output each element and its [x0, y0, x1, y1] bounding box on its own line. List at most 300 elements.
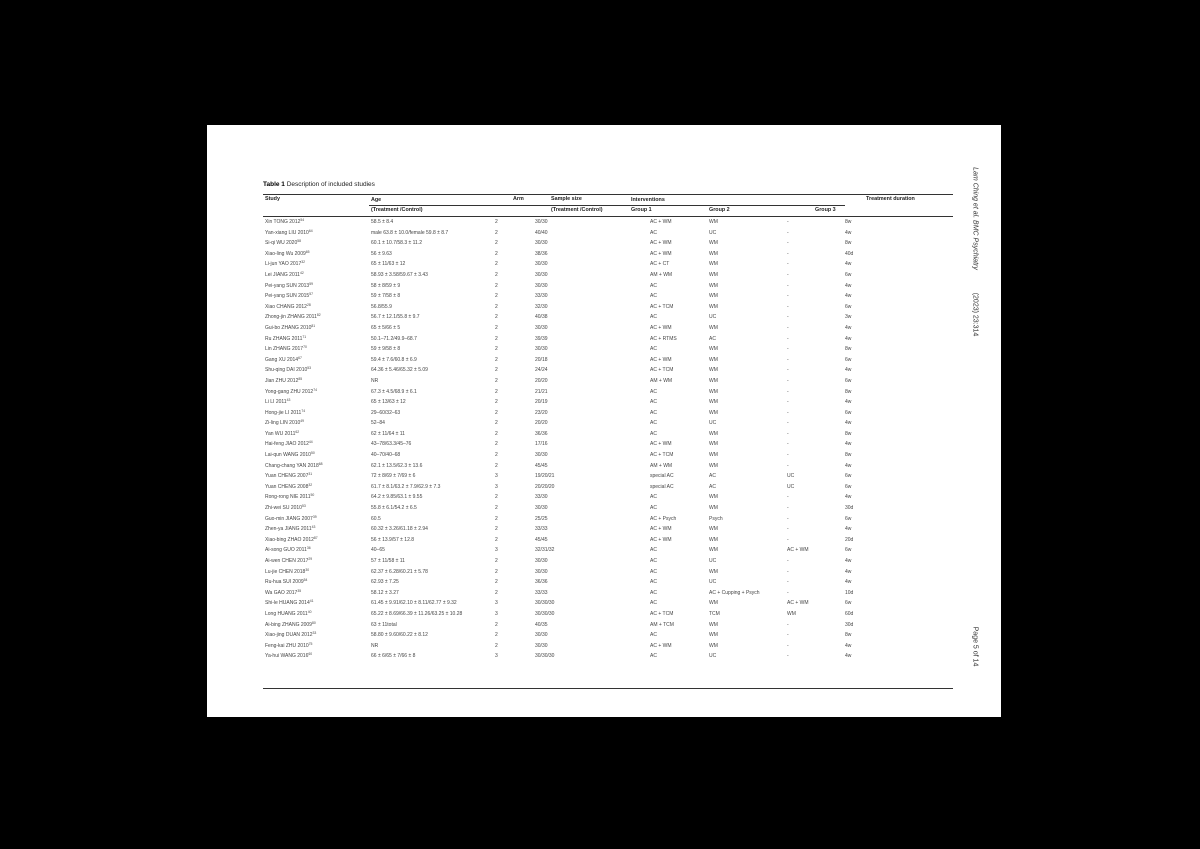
- cell-duration: 30d: [845, 621, 854, 628]
- cell-group1: AC: [650, 388, 657, 395]
- cell-duration: 4w: [845, 399, 852, 406]
- cell-duration: 3w: [845, 314, 852, 321]
- cell-group2: UC: [709, 314, 717, 321]
- table-caption: [263, 181, 375, 188]
- cell-age: 72 ± 8/69 ± 7/69 ± 6: [371, 473, 416, 480]
- cell-group2: WM: [709, 547, 718, 554]
- cell-sample-size: 30/30/30: [535, 610, 555, 617]
- table-row: [263, 429, 953, 440]
- table-row: [263, 344, 953, 355]
- cell-age: 60.1 ± 10.7/58.3 ± 11.2: [371, 240, 422, 247]
- reference-number: 53: [301, 504, 306, 509]
- cell-age: 40–65: [371, 547, 385, 554]
- cell-study: [265, 473, 312, 479]
- cell-age: 58.12 ± 3.27: [371, 589, 399, 596]
- cell-group1: AC + WM: [650, 642, 672, 649]
- cell-group3: -: [787, 335, 789, 342]
- cell-group2: WM: [709, 377, 718, 384]
- cell-sample-size: 30/30: [535, 452, 548, 459]
- cell-arm: 2: [495, 271, 498, 278]
- cell-group2: WM: [709, 632, 718, 639]
- cell-arm: 2: [495, 579, 498, 586]
- table-row: [263, 217, 953, 228]
- cell-sample-size: 30/30/30: [535, 600, 555, 607]
- cell-age: 56 ± 9.63: [371, 250, 392, 257]
- cell-group1: AC: [650, 589, 657, 596]
- cell-age: 59.4 ± 7.6/60.8 ± 6.9: [371, 356, 417, 363]
- cell-group1: AC + TCM: [650, 610, 674, 617]
- table-row: [263, 482, 953, 493]
- cell-sample-size: 21/21: [535, 388, 548, 395]
- cell-group1: AM + WM: [650, 377, 673, 384]
- cell-arm: 2: [495, 409, 498, 416]
- cell-study: [265, 346, 307, 352]
- study-name: Si-qi WU 2020: [265, 240, 298, 247]
- study-name: Long HUANG 2011: [265, 610, 308, 617]
- cell-sample-size: 25/25: [535, 515, 548, 522]
- reference-number: 67: [298, 355, 302, 360]
- cell-duration: 4w: [845, 462, 852, 469]
- cell-study: [265, 410, 305, 416]
- study-name: Yuan CHENG 2007: [265, 473, 309, 480]
- header-sample-sub: (Treatment /Control): [551, 207, 603, 213]
- cell-group2: WM: [709, 505, 718, 512]
- study-name: Lei JIANG 2011: [265, 271, 300, 278]
- cell-age: 66 ± 6/65 ± 7/66 ± 8: [371, 653, 416, 660]
- cell-group2: WM: [709, 388, 718, 395]
- study-name: Xiao-ling Wu 2009: [265, 250, 306, 257]
- cell-arm: 2: [495, 526, 498, 533]
- cell-study: [265, 389, 317, 395]
- reference-number: 57: [309, 292, 313, 297]
- cell-age: 62.1 ± 13.5/62.3 ± 13.6: [371, 462, 423, 469]
- cell-arm: 2: [495, 589, 498, 596]
- study-name: Hong-jie LI 2011: [265, 409, 302, 416]
- cell-group3: -: [787, 271, 789, 278]
- cell-duration: 4w: [845, 494, 852, 501]
- cell-group2: UC: [709, 558, 717, 564]
- cell-group1: AM + WM: [650, 462, 673, 469]
- cell-sample-size: 30/30: [535, 558, 548, 564]
- cell-group1: AC + WM: [650, 356, 672, 363]
- cell-arm: 2: [495, 314, 498, 321]
- cell-study: [265, 336, 306, 342]
- study-name: Hai-feng JIAO 2012: [265, 441, 309, 448]
- cell-arm: 3: [495, 473, 498, 480]
- study-name: Shi-le HUANG 2014: [265, 600, 310, 607]
- reference-number: 39: [312, 514, 317, 519]
- cell-sample-size: 45/45: [535, 536, 548, 543]
- cell-study: [265, 611, 312, 617]
- cell-study: [265, 272, 304, 278]
- cell-group1: AC + WM: [650, 441, 672, 448]
- study-name: Ai-wen CHEN 2017: [265, 558, 309, 564]
- study-name: Zhong-jin ZHANG 2011: [265, 314, 317, 321]
- cell-study: [265, 569, 309, 575]
- cell-study: [265, 547, 311, 553]
- cell-sample-size: 30/30: [535, 261, 548, 268]
- cell-group1: AC: [650, 399, 657, 406]
- cell-duration: 6w: [845, 547, 852, 554]
- cell-group3: -: [787, 420, 789, 427]
- cell-group2: UC: [709, 653, 717, 660]
- cell-group1: AC: [650, 494, 657, 501]
- cell-group3: -: [787, 515, 789, 522]
- cell-study: [265, 420, 304, 426]
- cell-age: 60.32 ± 3.26/61.18 ± 2.94: [371, 526, 428, 533]
- cell-arm: 2: [495, 462, 498, 469]
- cell-sample-size: 32/30: [535, 303, 548, 310]
- reference-number: 58: [297, 239, 302, 244]
- reference-number: 33: [312, 631, 317, 636]
- reference-number: 41: [309, 599, 314, 604]
- table-row: [263, 535, 953, 546]
- cell-sample-size: 30/30: [535, 219, 548, 225]
- cell-age: 58 ± 8/59 ± 9: [371, 282, 401, 289]
- table-row: [263, 577, 953, 588]
- cell-study: [265, 537, 318, 543]
- table-row: [263, 291, 953, 302]
- table-row: [263, 302, 953, 313]
- reference-number: 32: [308, 482, 313, 487]
- cell-group3: -: [787, 240, 789, 247]
- cell-duration: 4w: [845, 229, 852, 236]
- cell-arm: 2: [495, 240, 498, 247]
- header-group1: Group 1: [631, 207, 652, 213]
- cell-age: NR: [371, 377, 379, 384]
- study-name: Lu-jie CHEN 2018: [265, 568, 306, 575]
- study-name: Xiao CHANG 2012: [265, 303, 307, 310]
- cell-study: [265, 505, 306, 511]
- cell-duration: 6w: [845, 271, 852, 278]
- cell-study: [265, 494, 314, 500]
- cell-study: [265, 590, 301, 596]
- cell-group3: -: [787, 579, 789, 586]
- cell-sample-size: 20/20: [535, 420, 548, 427]
- cell-study: [265, 632, 316, 638]
- cell-study: [265, 251, 310, 257]
- reference-number: 28: [306, 302, 311, 307]
- cell-group2: WM: [709, 441, 718, 448]
- reference-number: 43: [286, 398, 291, 403]
- table-row: [263, 270, 953, 281]
- cell-duration: 10d: [845, 589, 854, 596]
- study-name: Xiao-jing DUAN 2012: [265, 632, 313, 639]
- cell-study: [265, 579, 307, 585]
- cell-age: 59 ± 7/58 ± 8: [371, 293, 401, 300]
- study-name: Ru-hua SUI 2009: [265, 579, 304, 586]
- cell-group3: -: [787, 229, 789, 236]
- cell-group2: WM: [709, 430, 718, 437]
- cell-study: [265, 463, 323, 469]
- cell-study: [265, 378, 302, 384]
- study-name: Xin TONG 2012: [265, 219, 301, 225]
- cell-group3: -: [787, 261, 789, 268]
- cell-sample-size: 30/30: [535, 282, 548, 289]
- cell-arm: 2: [495, 494, 498, 501]
- cell-group2: WM: [709, 494, 718, 501]
- cell-sample-size: 20/18: [535, 356, 548, 363]
- cell-group1: AC + TCM: [650, 303, 674, 310]
- cell-age: 65 ± 13/63 ± 12: [371, 399, 406, 406]
- cell-group1: AC: [650, 547, 657, 554]
- cell-group2: WM: [709, 621, 718, 628]
- cell-group1: AC: [650, 632, 657, 639]
- cell-group2: AC + Cupping + Psych: [709, 589, 760, 596]
- reference-number: 74: [301, 408, 306, 413]
- cell-age: 65 ± 5/66 ± 5: [371, 324, 401, 331]
- cell-group3: -: [787, 462, 789, 469]
- cell-age: 61.7 ± 8.1/63.2 ± 7.9/62.9 ± 7.3: [371, 483, 441, 490]
- cell-duration: 4w: [845, 653, 852, 660]
- cell-arm: 2: [495, 282, 498, 289]
- table-row: [263, 514, 953, 525]
- table-row: [263, 567, 953, 578]
- cell-duration: 4w: [845, 420, 852, 427]
- cell-study: [265, 441, 313, 447]
- cell-duration: 8w: [845, 219, 852, 225]
- cell-group1: AC: [650, 505, 657, 512]
- cell-group2: WM: [709, 250, 718, 257]
- reference-number: 60: [308, 652, 313, 657]
- study-name: Li-jun YAO 2017: [265, 261, 302, 268]
- cell-sample-size: 36/36: [535, 579, 548, 586]
- cell-duration: 4w: [845, 558, 852, 564]
- cell-age: 60.5: [371, 515, 381, 522]
- cell-duration: 8w: [845, 240, 852, 247]
- cell-group3: -: [787, 356, 789, 363]
- table-row: [263, 238, 953, 249]
- cell-age: 29–60/32–63: [371, 409, 401, 416]
- cell-arm: 2: [495, 303, 498, 310]
- cell-group2: WM: [709, 399, 718, 406]
- cell-group2: WM: [709, 526, 718, 533]
- cell-group3: -: [787, 526, 789, 533]
- cell-sample-size: 17/16: [535, 441, 548, 448]
- study-name: Chang-chang YAN 2018: [265, 462, 319, 469]
- cell-duration: 4w: [845, 261, 852, 268]
- cell-age: 61.45 ± 9.91/62.10 ± 8.11/62.77 ± 9.32: [371, 600, 457, 607]
- cell-duration: 6w: [845, 515, 852, 522]
- cell-age: 65.22 ± 8.69/66.39 ± 11.26/63.25 ± 10.28: [371, 610, 463, 617]
- cell-arm: 3: [495, 547, 498, 554]
- cell-sample-size: 39/39: [535, 335, 548, 342]
- reference-number: 53: [307, 366, 312, 371]
- cell-arm: 3: [495, 483, 498, 490]
- citation: (2023) 23:314: [971, 292, 979, 337]
- reference-number: 30: [305, 567, 310, 572]
- cell-group2: WM: [709, 409, 718, 416]
- journal-name: Lam Ching et al. BMC Psychiatry: [971, 167, 979, 270]
- cell-duration: 4w: [845, 335, 852, 342]
- cell-group1: AC: [650, 653, 657, 660]
- cell-age: 58.93 ± 3.58/59.67 ± 3.43: [371, 271, 428, 278]
- cell-group2: WM: [709, 452, 718, 459]
- cell-age: 52–84: [371, 420, 385, 427]
- cell-group2: WM: [709, 293, 718, 300]
- cell-duration: 6w: [845, 483, 852, 490]
- cell-group2: WM: [709, 240, 718, 247]
- study-name: Xiao-bing ZHAO 2012: [265, 536, 314, 543]
- cell-group3: -: [787, 293, 789, 300]
- cell-group2: AC: [709, 335, 716, 342]
- table-row: [263, 471, 953, 482]
- cell-sample-size: 45/45: [535, 462, 548, 469]
- cell-study: [265, 431, 299, 437]
- cell-arm: 2: [495, 452, 498, 459]
- cell-arm: 2: [495, 356, 498, 363]
- cell-arm: 2: [495, 632, 498, 639]
- table-row: [263, 598, 953, 609]
- cell-study: [265, 622, 316, 628]
- cell-group3: -: [787, 219, 789, 225]
- cell-study: [265, 558, 312, 564]
- reference-number: 40: [307, 609, 312, 614]
- cell-duration: 4w: [845, 367, 852, 374]
- cell-arm: 2: [495, 250, 498, 257]
- cell-group3: -: [787, 505, 789, 512]
- cell-group1: AM + WM: [650, 271, 673, 278]
- cell-group2: WM: [709, 324, 718, 331]
- cell-group3: WM: [787, 610, 796, 617]
- cell-age: 40–70/40–68: [371, 452, 401, 459]
- cell-group1: AC: [650, 282, 657, 289]
- cell-duration: 4w: [845, 282, 852, 289]
- cell-sample-size: 24/24: [535, 367, 548, 374]
- reference-number: 82: [316, 313, 321, 318]
- table-body: [263, 217, 953, 662]
- cell-group2: WM: [709, 303, 718, 310]
- table-row: [263, 588, 953, 599]
- cell-group2: WM: [709, 568, 718, 575]
- cell-duration: 8w: [845, 452, 852, 459]
- cell-arm: 2: [495, 441, 498, 448]
- cell-duration: 4w: [845, 324, 852, 331]
- study-name: Zhen-ya JIANG 2011: [265, 526, 312, 533]
- cell-group3: -: [787, 536, 789, 543]
- cell-sample-size: 33/33: [535, 526, 548, 533]
- cell-group1: AC + WM: [650, 536, 672, 543]
- reference-number: 50: [310, 451, 315, 456]
- reference-number: 87: [313, 535, 318, 540]
- cell-group1: AM + TCM: [650, 621, 674, 628]
- cell-duration: 6w: [845, 409, 852, 416]
- cell-group3: AC + WM: [787, 600, 809, 607]
- cell-age: male 63.8 ± 10.0/female 59.8 ± 8.7: [371, 229, 449, 236]
- cell-group3: -: [787, 303, 789, 310]
- header-sample-size: Sample size: [551, 196, 582, 202]
- cell-group1: AC: [650, 314, 657, 321]
- cell-sample-size: 30/30/30: [535, 653, 555, 660]
- cell-arm: 2: [495, 219, 498, 225]
- cell-group2: WM: [709, 642, 718, 649]
- table-row: [263, 397, 953, 408]
- cell-group1: AC + WM: [650, 219, 672, 225]
- header-age: Age: [371, 197, 382, 203]
- cell-group3: -: [787, 441, 789, 448]
- cell-arm: 2: [495, 367, 498, 374]
- cell-arm: 2: [495, 335, 498, 342]
- cell-duration: 40d: [845, 250, 854, 257]
- cell-group1: AC: [650, 430, 657, 437]
- cell-group1: AC + RTMS: [650, 335, 677, 342]
- header-interventions: Interventions: [631, 197, 665, 203]
- table-row: [263, 641, 953, 652]
- table-row: [263, 312, 953, 323]
- cell-group3: -: [787, 409, 789, 416]
- table-row: [263, 630, 953, 641]
- cell-study: [265, 643, 312, 649]
- cell-duration: 4w: [845, 526, 852, 533]
- cell-group3: -: [787, 494, 789, 501]
- cell-sample-size: 38/36: [535, 250, 548, 257]
- cell-group2: UC: [709, 229, 717, 236]
- cell-sample-size: 30/30: [535, 642, 548, 649]
- study-name: Feng-kai ZHU 2010: [265, 642, 309, 649]
- cell-group3: -: [787, 430, 789, 437]
- cell-duration: 4w: [845, 568, 852, 575]
- cell-age: 43–78/63.3/45–76: [371, 441, 412, 448]
- reference-number: 62: [295, 429, 300, 434]
- cell-sample-size: 23/20: [535, 409, 548, 416]
- cell-duration: 4w: [845, 642, 852, 649]
- cell-group1: AC: [650, 568, 657, 575]
- cell-group2: AC: [709, 473, 716, 480]
- cell-study: [265, 314, 321, 320]
- reference-number: 54: [303, 578, 308, 583]
- header-group3: Group 3: [815, 207, 836, 213]
- cell-arm: 3: [495, 610, 498, 617]
- study-name: Lin ZHANG 2017: [265, 346, 304, 353]
- cell-study: [265, 357, 302, 363]
- cell-group3: UC: [787, 483, 795, 490]
- cell-age: 65 ± 11/63 ± 12: [371, 261, 406, 268]
- cell-duration: 20d: [845, 536, 854, 543]
- table-row: [263, 376, 953, 387]
- cell-study: [265, 283, 313, 289]
- cell-study: [265, 484, 312, 490]
- study-name: Yan WU 2011: [265, 430, 296, 437]
- cell-sample-size: 33/30: [535, 494, 548, 501]
- cell-group2: UC: [709, 579, 717, 586]
- cell-duration: 4w: [845, 441, 852, 448]
- cell-group3: -: [787, 388, 789, 395]
- reference-number: 59: [309, 281, 313, 286]
- cell-sample-size: 30/30: [535, 271, 548, 278]
- cell-study: [265, 653, 312, 659]
- table-row: [263, 620, 953, 631]
- cell-study: [265, 325, 315, 331]
- document-page: [207, 125, 1001, 717]
- reference-number: 29: [308, 557, 313, 561]
- cell-group1: AC + WM: [650, 324, 672, 331]
- cell-duration: 6w: [845, 473, 852, 480]
- reference-number: 44: [308, 440, 313, 445]
- table-row: [263, 503, 953, 514]
- cell-study: [265, 219, 304, 225]
- table-row: [263, 450, 953, 461]
- sub-rule: [369, 205, 845, 206]
- cell-sample-size: 30/30: [535, 505, 548, 512]
- header-study: Study: [265, 196, 280, 202]
- study-name: Ai-song GUO 2011: [265, 547, 307, 554]
- header-age-sub: (Treatment /Control): [371, 207, 423, 213]
- cell-age: 64.2 ± 9.85/63.1 ± 9.55: [371, 494, 423, 501]
- bottom-rule: [263, 688, 953, 689]
- cell-duration: 8w: [845, 388, 852, 395]
- cell-age: 56.7 ± 12.1/55.8 ± 9.7: [371, 314, 420, 321]
- cell-group1: special AC: [650, 473, 674, 480]
